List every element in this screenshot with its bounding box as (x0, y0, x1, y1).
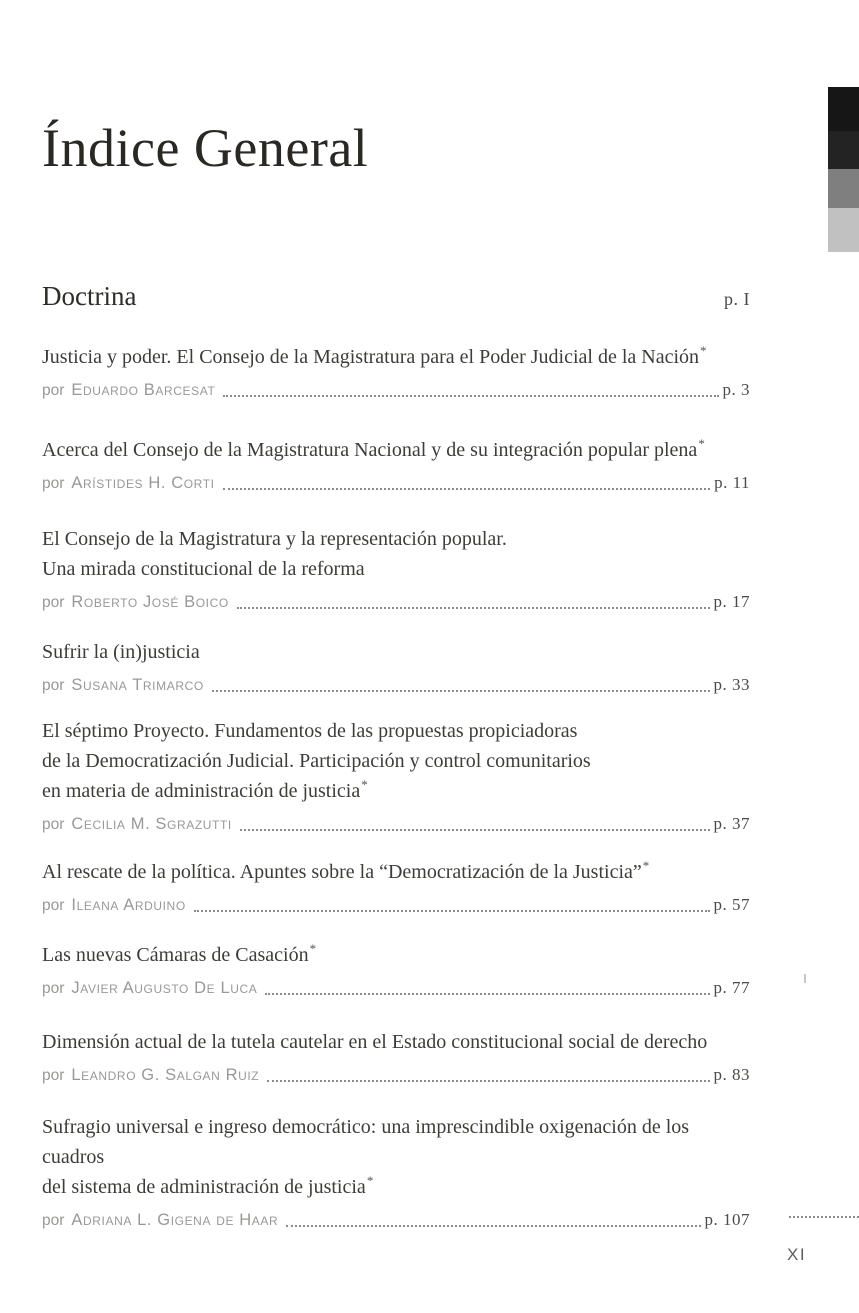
footnote-asterisk: * (642, 858, 650, 874)
section-heading: Doctrina (42, 280, 137, 311)
margin-dotted-line (789, 1216, 859, 1218)
entry-author-line (42, 673, 750, 698)
entry-title-text: El Consejo de la Magistratura y la representación popular. (42, 527, 507, 550)
tone-block-dark (828, 131, 859, 169)
page-title: Índice General (42, 118, 369, 178)
author-name: Leandro G. Salgan Ruiz (71, 1065, 260, 1084)
page-ref: p. 17 (713, 591, 750, 611)
toc-entry (42, 716, 750, 837)
author-name: Ileana Arduino (71, 895, 186, 914)
author-prefix: por (42, 381, 65, 399)
entry-title-line (42, 716, 750, 746)
dotted-leader (223, 488, 711, 490)
footnote-asterisk: * (366, 1173, 374, 1189)
entry-title-line (42, 435, 750, 465)
page-ref: p. 37 (713, 813, 750, 833)
section-heading-row (42, 281, 750, 312)
entry-title-text: Sufrir la (in)justicia (42, 640, 200, 663)
entry-title-line (42, 1172, 750, 1202)
entry-title-line (42, 776, 750, 806)
entry-author-line (42, 590, 750, 615)
toc-content (42, 0, 750, 1233)
dotted-leader (223, 395, 718, 397)
entry-title-line (42, 342, 750, 372)
page-ref: p. 11 (714, 472, 750, 492)
entry-title-line (42, 554, 750, 584)
toc-entry (42, 940, 750, 1001)
author-name: Cecilia M. Sgrazutti (71, 814, 232, 833)
page-ref: p. 83 (713, 1064, 750, 1084)
page-ref: p. 57 (713, 894, 750, 914)
entry-author-line (42, 1063, 750, 1088)
entry-title-text: Acerca del Consejo de la Magistratura Nacional y de su integración popular plena (42, 438, 698, 461)
author-prefix: por (42, 896, 65, 914)
toc-entry (42, 342, 750, 403)
entry-title-line (42, 1027, 750, 1057)
author-name: Eduardo Barcesat (71, 380, 216, 399)
author-prefix: por (42, 815, 65, 833)
page-ref: p. 77 (713, 977, 750, 997)
entry-author-line (42, 471, 750, 496)
author-prefix: por (42, 676, 65, 694)
section-page-ref: p. I (724, 288, 750, 309)
entry-title-text: Una mirada constitucional de la reforma (42, 557, 365, 580)
entry-title-line (42, 637, 750, 667)
toc-entry (42, 435, 750, 496)
entry-title-line (42, 746, 750, 776)
footnote-asterisk: * (700, 343, 707, 359)
entry-title-line (42, 524, 750, 554)
dotted-leader (237, 607, 710, 609)
entry-title-text: Sufragio universal e ingreso democrático: una imprescindible oxigenación de los cuadros (42, 1115, 690, 1168)
author-prefix: por (42, 979, 65, 997)
entry-author-line (42, 812, 750, 837)
author-name: Adriana L. Gigena de Haar (71, 1210, 279, 1229)
dotted-leader (194, 910, 710, 912)
entry-title-text: en materia de administración de justicia (42, 779, 361, 802)
entry-title-line (42, 857, 750, 887)
author-name: Roberto José Boico (71, 592, 229, 611)
dotted-leader (212, 690, 710, 692)
tone-block-black (828, 87, 859, 131)
author-prefix: por (42, 1211, 65, 1229)
entry-author-line (42, 1208, 750, 1233)
page-ref: p. 33 (713, 674, 750, 694)
toc-entry (42, 1112, 750, 1233)
tone-block-light (828, 208, 859, 252)
toc-entry (42, 857, 750, 918)
author-name: Susana Trimarco (71, 675, 204, 694)
entry-author-line (42, 893, 750, 918)
dotted-leader (265, 993, 709, 995)
dotted-leader (286, 1225, 700, 1227)
entry-author-line (42, 378, 750, 403)
entry-title-line (42, 1112, 750, 1172)
entry-title-text: de la Democratización Judicial. Participación y control comunitarios (42, 749, 591, 772)
footnote-asterisk: * (698, 436, 705, 452)
footnote-asterisk: * (361, 777, 368, 793)
entry-author-line (42, 976, 750, 1001)
toc-entry (42, 1027, 750, 1088)
toc-entry (42, 524, 750, 615)
footnote-asterisk: * (309, 941, 317, 957)
page-folio: XI (787, 1245, 807, 1264)
toc-entry (42, 637, 750, 698)
tone-block-gray (828, 169, 859, 208)
entry-title-text: Las nuevas Cámaras de Casación (42, 943, 309, 966)
scan-tone-strip (828, 87, 859, 252)
entry-title-text: El séptimo Proyecto. Fundamentos de las propuestas propiciadoras (42, 719, 578, 742)
author-name: Arístides H. Corti (71, 473, 215, 492)
stray-mark (804, 974, 806, 983)
dotted-leader (240, 829, 710, 831)
author-prefix: por (42, 474, 65, 492)
entry-title-text: Al rescate de la política. Apuntes sobre la “Democratización de la Justicia” (42, 860, 642, 883)
author-prefix: por (42, 1066, 65, 1084)
page-ref: p. 107 (704, 1209, 750, 1229)
entry-title-text: del sistema de administración de justicia (42, 1175, 366, 1198)
entry-title-text: Dimensión actual de la tutela cautelar en el Estado constitucional social de derecho (42, 1030, 708, 1053)
page-ref: p. 3 (722, 379, 750, 399)
author-prefix: por (42, 593, 65, 611)
author-name: Javier Augusto De Luca (71, 978, 258, 997)
dotted-leader (267, 1080, 709, 1082)
entry-title-line (42, 940, 750, 970)
entry-title-text: Justicia y poder. El Consejo de la Magistratura para el Poder Judicial de la Nación (42, 345, 700, 368)
